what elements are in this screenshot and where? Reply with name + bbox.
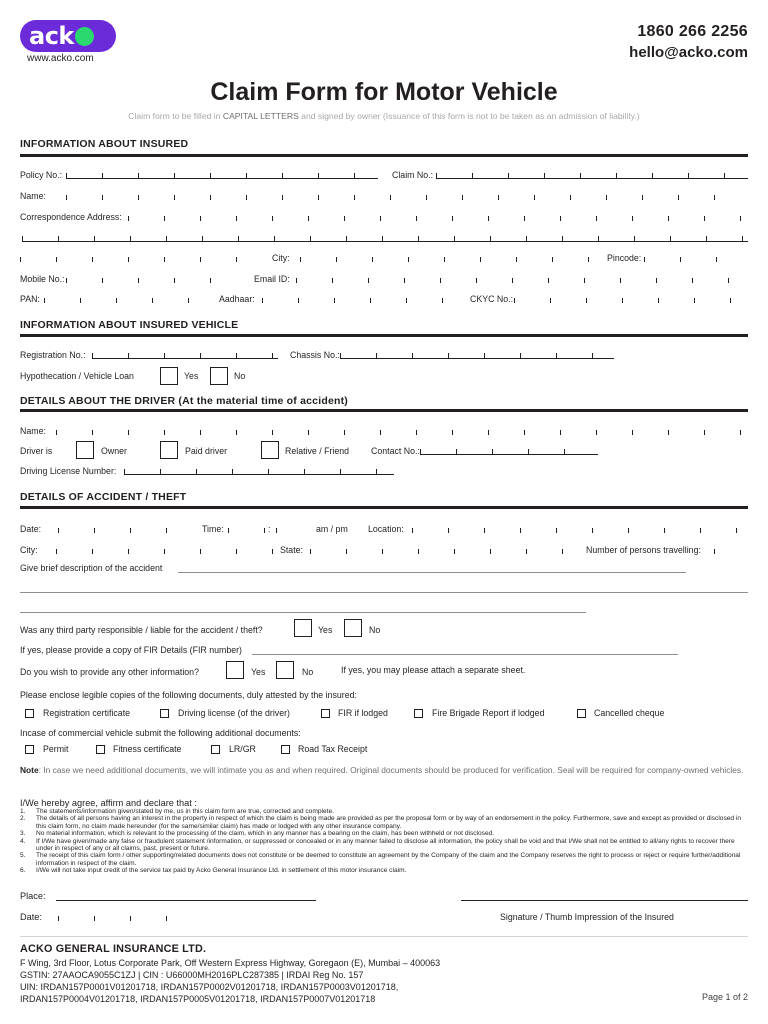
page-title: Claim Form for Motor Vehicle (210, 78, 558, 106)
doc-rc-checkbox[interactable] (25, 709, 34, 718)
email-address[interactable]: hello@acko.com (629, 44, 748, 61)
doc-license-checkbox[interactable] (160, 709, 169, 718)
other-info-no-checkbox[interactable] (276, 661, 294, 679)
signature-line[interactable] (461, 900, 748, 901)
footer-divider (20, 936, 748, 937)
claim-no-label: Claim No.: (392, 170, 434, 180)
declaration-date-field[interactable] (58, 916, 200, 921)
signature-label: Signature / Thumb Impression of the Insured (500, 912, 674, 922)
policy-no-field[interactable] (66, 173, 378, 179)
chassis-label: Chassis No.: (290, 350, 340, 360)
doc-license-label: Driving license (of the driver) (178, 708, 290, 718)
fir-number-field[interactable] (252, 654, 678, 655)
accident-state-label: State: (280, 545, 303, 555)
doc-lrgr-checkbox[interactable] (211, 745, 220, 754)
doc-cheque-checkbox[interactable] (577, 709, 586, 718)
declaration-item (20, 867, 748, 874)
note-text: : In case we need additional documents, we will intimate you as and when required. Original documents should be produced for verification. Seal will be required for company-owned vehicles. (38, 765, 744, 775)
doc-fir-label: FIR if lodged (338, 708, 388, 718)
driver-relative-label: Relative / Friend (285, 446, 350, 456)
location-label: Location: (368, 524, 404, 534)
contact-field[interactable] (420, 449, 598, 455)
registration-label: Registration No.: (20, 350, 86, 360)
commercial-heading: Incase of commercial vehicle submit the following additional documents: (20, 728, 301, 738)
aadhaar-field[interactable] (262, 298, 462, 303)
declaration-item (20, 815, 748, 830)
accident-date-field[interactable] (58, 528, 200, 533)
description-line-3[interactable] (20, 612, 586, 613)
email-label: Email ID: (254, 274, 290, 284)
doc-fire-label: Fire Brigade Report if lodged (432, 708, 545, 718)
third-party-yes-label: Yes (318, 625, 333, 635)
hypothecation-yes-checkbox[interactable] (160, 367, 178, 385)
driver-owner-label: Owner (101, 446, 127, 456)
form-subtitle (0, 111, 768, 121)
other-info-no-label: No (302, 667, 314, 677)
hypothecation-label: Hypothecation / Vehicle Loan (20, 371, 134, 381)
accident-minute-field[interactable] (276, 528, 310, 533)
hypothecation-yes-label: Yes (184, 371, 199, 381)
item-number: 4. (20, 837, 26, 845)
accident-city-field[interactable] (56, 549, 278, 554)
doc-roadtax-label: Road Tax Receipt (298, 744, 368, 754)
driver-is-label: Driver is (20, 446, 53, 456)
driver-name-label: Name: (20, 426, 46, 436)
ampm-label: am / pm (316, 524, 348, 534)
acko-logo: ack (20, 20, 116, 52)
address-label: Correspondence Address: (20, 212, 122, 222)
doc-cheque-label: Cancelled cheque (594, 708, 665, 718)
policy-no-label: Policy No.: (20, 170, 63, 180)
third-party-label: Was any third party responsible / liable for the accident / theft? (20, 625, 263, 635)
other-info-yes-label: Yes (251, 667, 266, 677)
location-field[interactable] (412, 528, 748, 533)
mobile-label: Mobile No.: (20, 274, 65, 284)
pan-label: PAN: (20, 294, 40, 304)
ckyc-label: CKYC No.: (470, 294, 514, 304)
item-number: 3. (20, 830, 26, 838)
insured-name-label: Name: (20, 191, 46, 201)
declaration-date-label: Date: (20, 912, 42, 922)
section-insured-heading: INFORMATION ABOUT INSURED (20, 138, 189, 150)
doc-roadtax-checkbox[interactable] (281, 745, 290, 754)
description-label: Give brief description of the accident (20, 563, 163, 573)
section-vehicle-heading: INFORMATION ABOUT INSURED VEHICLE (20, 319, 239, 331)
driver-paid-label: Paid driver (185, 446, 228, 456)
persons-label: Number of persons travelling: (586, 545, 701, 555)
registration-field[interactable] (92, 353, 278, 359)
item-text: The details of all persons having an interest in the property in respect of which the claim is being made are provided as per the proposal form or by way of an endorsement in the policy. Furthermore, save and except as provided or disclosed in this claim form, no claim made hereunder (for the same/similar claim) has made or lodged with any other insurance company. (36, 815, 742, 830)
website-link[interactable]: www.acko.com (27, 53, 94, 64)
driver-relative-checkbox[interactable] (261, 441, 279, 459)
section-rule (20, 409, 748, 412)
claim-no-field[interactable] (436, 173, 748, 179)
license-field[interactable] (124, 469, 394, 475)
section-accident-heading: DETAILS OF ACCIDENT / THEFT (20, 491, 187, 503)
item-number: 5. (20, 852, 26, 860)
description-line-2[interactable] (20, 592, 748, 593)
third-party-yes-checkbox[interactable] (294, 619, 312, 637)
mobile-field[interactable] (66, 278, 246, 283)
address-field-1[interactable] (128, 216, 748, 221)
driver-owner-checkbox[interactable] (76, 441, 94, 459)
company-name: ACKO GENERAL INSURANCE LTD. (20, 943, 207, 955)
hypothecation-no-label: No (234, 371, 246, 381)
driver-paid-checkbox[interactable] (160, 441, 178, 459)
logo-o-mark (75, 27, 94, 46)
address-field-2[interactable] (22, 236, 748, 242)
chassis-field[interactable] (340, 353, 614, 359)
pincode-label: Pincode: (607, 253, 642, 263)
attach-note: If yes, you may please attach a separate sheet. (341, 665, 526, 675)
address-field-3[interactable] (20, 257, 270, 262)
subtitle-caps: CAPITAL LETTERS (222, 111, 299, 121)
item-number: 6. (20, 867, 26, 875)
company-registration: GSTIN: 27AAOCA9055C1ZJ | CIN : U66000MH2016PLC287385 | IRDAI Reg No. 157 (20, 970, 364, 980)
doc-fir-checkbox[interactable] (321, 709, 330, 718)
other-info-yes-checkbox[interactable] (226, 661, 244, 679)
item-text: The statements/information given/stated by me, us in this claim form are true, corrected and complete. (36, 808, 334, 815)
company-address: F Wing, 3rd Floor, Lotus Corporate Park, Off Western Express Highway, Goregaon (E), Mumbai – 400063 (20, 958, 441, 968)
city-field[interactable] (300, 257, 600, 262)
uin-line-1: UIN: IRDAN157P0001V01201718, IRDAN157P0002V01201718, IRDAN157P0003V01201718, (20, 982, 399, 992)
doc-fitness-checkbox[interactable] (96, 745, 105, 754)
subtitle-post: and signed by owner (Issuance of this form is not to be taken as an admission of liability.) (298, 111, 640, 121)
item-number: 1. (20, 808, 26, 815)
item-text: If I/We have given/made any false or fraudulent statement /information, or suppressed or concealed or in any manner failed to disclose all information, the policy shall be void and that I/We shall not be entitled to all/any rights to recover there under in respect of any or all claims, past, present or future. (36, 837, 735, 853)
section-rule (20, 154, 748, 157)
insured-name-field[interactable] (66, 195, 748, 200)
doc-lrgr-label: LR/GR (229, 744, 256, 754)
docs-heading: Please enclose legible copies of the following documents, duly attested by the insured: (20, 690, 357, 700)
section-rule (20, 334, 748, 337)
declaration-heading: I/We hereby agree, affirm and declare that : (20, 798, 197, 808)
city-label: City: (272, 253, 290, 263)
uin-line-2: IRDAN157P0004V01201718, IRDAN157P0005V01201718, IRDAN157P0007V01201718 (20, 994, 376, 1004)
place-label: Place: (20, 891, 46, 901)
section-rule (20, 506, 748, 509)
doc-fitness-label: Fitness certificate (113, 744, 182, 754)
aadhaar-label: Aadhaar: (219, 294, 255, 304)
doc-fire-checkbox[interactable] (414, 709, 423, 718)
note-label: Note (20, 765, 39, 775)
persons-field[interactable] (714, 549, 748, 554)
accident-date-label: Date: (20, 524, 42, 534)
accident-state-field[interactable] (310, 549, 580, 554)
pincode-field[interactable] (644, 257, 748, 262)
third-party-no-label: No (369, 625, 381, 635)
item-number: 2. (20, 815, 26, 823)
doc-permit-label: Permit (43, 744, 69, 754)
section-driver-heading: DETAILS ABOUT THE DRIVER (At the material time of accident) (20, 395, 348, 407)
accident-city-label: City: (20, 545, 38, 555)
ckyc-field[interactable] (514, 298, 748, 303)
license-label: Driving License Number: (20, 466, 117, 476)
declaration-item (20, 808, 748, 815)
doc-permit-checkbox[interactable] (25, 745, 34, 754)
pan-field[interactable] (44, 298, 210, 303)
email-field[interactable] (296, 278, 748, 283)
accident-hour-field[interactable] (228, 528, 268, 533)
place-field[interactable] (56, 900, 316, 901)
declaration-item (20, 838, 748, 853)
other-info-label: Do you wish to provide any other information? (20, 667, 199, 677)
declaration-item (20, 830, 748, 837)
phone-number: 1860 266 2256 (637, 23, 748, 40)
driver-name-field[interactable] (56, 430, 748, 435)
declaration-item (20, 852, 748, 867)
contact-label: Contact No.: (371, 446, 420, 456)
item-text: I/We will not take input credit of the service tax paid by Acko General Insurance Ltd. in settlement of this motor insurance claim. (36, 867, 407, 875)
time-colon: : (268, 524, 271, 534)
description-line-1[interactable] (178, 572, 686, 573)
item-text: The receipt of this claim form / other supporting/related documents does not constitute or be deemed to constitute an agreement by the Company of the claim and the Company reserves the right to process or reject or require further/additional information in respect of the claim. (36, 852, 741, 867)
item-text: No material information, which is relevant to the processing of the claim, which in any manner has a bearing on the claim, has been withheld or not disclosed. (36, 830, 495, 838)
page-number: Page 1 of 2 (701, 992, 748, 1002)
hypothecation-no-checkbox[interactable] (210, 367, 228, 385)
doc-rc-label: Registration certificate (43, 708, 131, 718)
third-party-no-checkbox[interactable] (344, 619, 362, 637)
note-paragraph (20, 766, 748, 776)
subtitle-pre: Claim form to be filled in (128, 111, 223, 121)
declaration-list (20, 808, 748, 875)
fir-copy-label: If yes, please provide a copy of FIR Details (FIR number) (20, 645, 242, 655)
accident-time-label: Time: (202, 524, 224, 534)
